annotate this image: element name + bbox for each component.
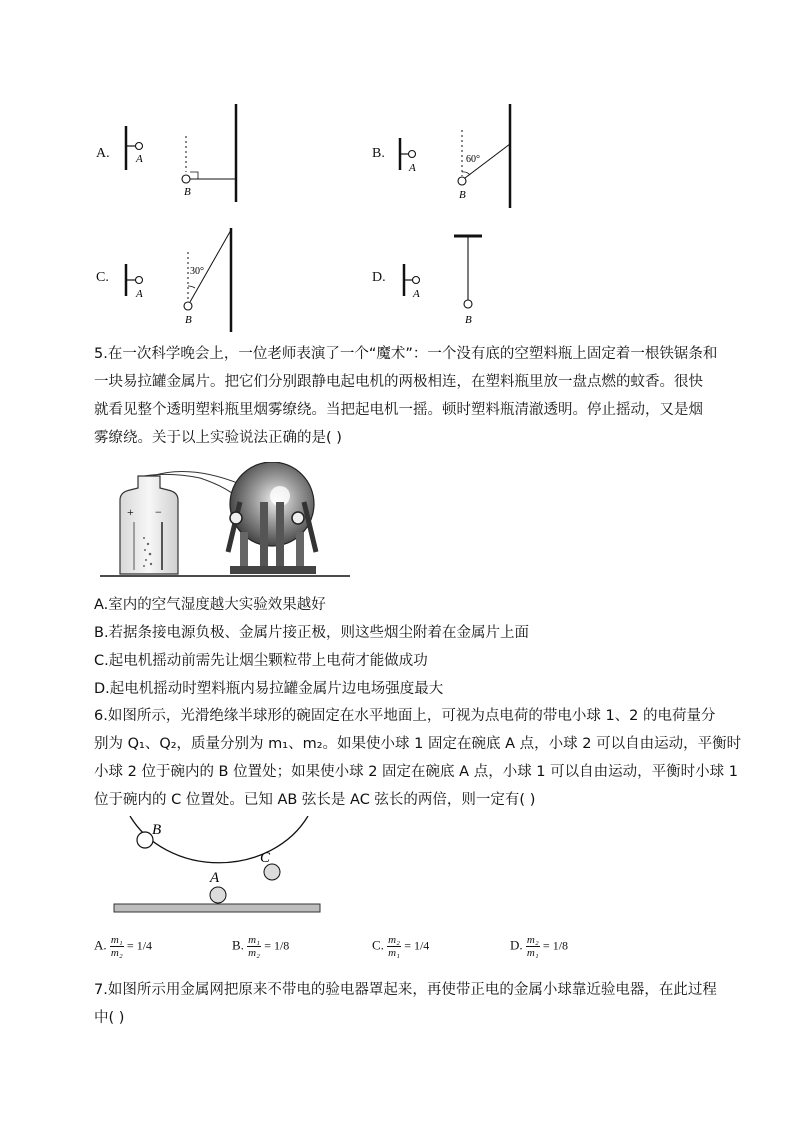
q4-d-point-a: A [413, 288, 420, 300]
q4-option-b-label: B. [372, 146, 385, 161]
q6-option-d: D. $\frac{\text{m₂}}{\text{m₁}}$ = 1/8 [510, 934, 569, 959]
q4-b-point-b: B [459, 189, 466, 201]
q5-option-a: A.室内的空气湿度越大实验效果越好 [94, 597, 326, 613]
q6-stem-line-4: 位于碗内的 C 位置处。已知 AB 弦长是 AC 弦长的两倍，则一定有( ) [94, 792, 536, 808]
q4-option-c-label: C. [96, 270, 109, 285]
q6-label-b: B [152, 822, 162, 838]
q5-stem-line-2: 一块易拉罐金属片。把它们分别跟静电起电机的两极相连，在塑料瓶里放一盘点燃的蚊香。很快 [94, 374, 703, 390]
q6-stem-line-1: 6.如图所示，光滑绝缘半球形的碗固定在水平地面上，可视为点电荷的带电小球 1、2 的电荷量分 [94, 708, 716, 724]
q4-d-point-b: B [465, 314, 472, 326]
q6-option-b: B. $\frac{\text{m₁}}{\text{m₂}}$ = 1/8 [232, 934, 290, 959]
q5-plus-mark: + [127, 505, 134, 519]
q4-c-angle: 30° [190, 266, 204, 277]
q4-option-d-diagram [392, 232, 502, 328]
q4-c-point-b: B [185, 314, 192, 326]
q4-a-point-b: B [184, 186, 191, 198]
q6-bowl-figure [110, 816, 330, 916]
q4-b-angle: 60° [466, 154, 480, 165]
q5-option-d: D.起电机摇动时塑料瓶内易拉罐金属片边电场强度最大 [94, 681, 444, 697]
q5-option-c: C.起电机摇动前需先让烟尘颗粒带上电荷才能做成功 [94, 653, 428, 669]
q5-option-b: B.若据条接电源负极、金属片接正极，则这些烟尘附着在金属片上面 [94, 625, 530, 641]
q6-option-c: C. $\frac{\text{m₂}}{\text{m₁}}$ = 1/4 [372, 934, 430, 959]
q4-option-d-label: D. [372, 270, 386, 285]
q7-stem-line-1: 7.如图所示用金属网把原来不带电的验电器罩起来，再使带正电的金属小球靠近验电器，在此过程 [94, 982, 717, 998]
q4-option-b-diagram [392, 98, 522, 208]
q4-option-a-label: A. [96, 146, 110, 161]
q4-option-a-diagram [118, 98, 248, 202]
q6-option-a: A. $\frac{\text{m₁}}{\text{m₂}}$ = 1/4 [94, 934, 153, 959]
q5-stem-line-1: 5.在一次科学晚会上，一位老师表演了一个“魔术”：一个没有底的空塑料瓶上固定着一根铁锯条和 [94, 346, 718, 362]
q4-c-point-a: A [136, 288, 143, 300]
q5-stem-line-3: 就看见整个透明塑料瓶里烟雾缭绕。当把起电机一摇。顿时塑料瓶清澈透明。停止摇动，又是烟 [94, 402, 703, 418]
q5-stem-line-4: 雾缭绕。关于以上实验说法正确的是( ) [94, 430, 342, 446]
q7-stem-line-2: 中( ) [94, 1010, 125, 1026]
q6-stem-line-3: 小球 2 位于碗内的 B 位置处；如果使小球 2 固定在碗底 A 点，小球 1 可以自由运动，平衡时小球 1 [94, 764, 738, 780]
q6-stem-line-2: 别为 Q₁、Q₂，质量分别为 m₁、m₂。如果使小球 1 固定在碗底 A 点，小球 2 可以自由运动，平衡时 [94, 736, 742, 752]
q4-b-point-a: A [409, 162, 416, 174]
q4-a-point-a: A [136, 153, 143, 165]
q6-label-a: A [210, 870, 220, 886]
q5-electrostatic-machine-figure [100, 462, 350, 582]
q5-minus-mark: − [155, 505, 162, 519]
q6-label-c: C [260, 850, 271, 866]
q4-option-c-diagram [118, 222, 248, 334]
